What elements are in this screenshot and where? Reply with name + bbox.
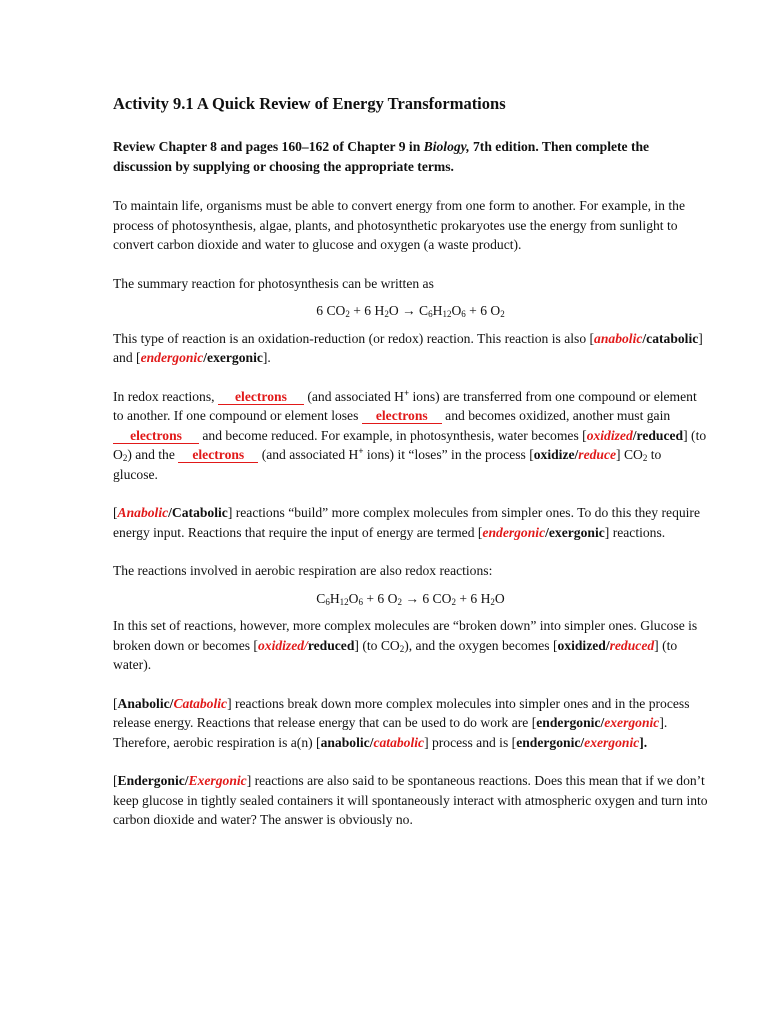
choice-oxidized: oxidized: [257, 637, 305, 653]
activity-title: Activity 9.1 A Quick Review of Energy Transformations: [113, 94, 506, 113]
choice-catabolic: Catabolic: [171, 505, 228, 520]
choice-catabolic: catabolic: [646, 330, 699, 346]
choice-oxidized: oxidized: [586, 427, 633, 443]
choice-reduced: reduced: [636, 427, 684, 443]
choice-anabolic: anabolic: [594, 330, 643, 346]
answer-blank-1: electrons: [218, 390, 304, 405]
choice-oxidize: oxidize: [533, 447, 575, 462]
choice-catabolic: Catabolic: [173, 695, 228, 711]
choice-reduced: reduced: [609, 637, 655, 653]
paragraph-intro: To maintain life, organisms must be able to convert energy from one form to another. For example, in the process of photosynthesis, algae, plants, and photosynthetic prokaryotes use the energy from sunlight to convert carbon dioxide and water to glucose and oxygen (a waste product).: [113, 198, 685, 252]
answer-blank-2: electrons: [362, 409, 442, 424]
choice-catabolic: catabolic: [373, 734, 425, 750]
choice-endergonic: Endergonic: [117, 773, 185, 788]
choice-anabolic: Anabolic: [117, 505, 169, 520]
paragraph-catabolic: [Anabolic/Catabolic] reactions break down more complex molecules into simpler ones and in the process release energy. Reactions that release energy that can be used to do work are [endergonic/exergonic]. Therefore, aerobic respiration is a(n) [anabolic/catabolic] process and is [endergonic/exergonic].: [113, 695, 690, 750]
paragraph-spontaneous: [Endergonic/Exergonic] reactions are also said to be spontaneous reactions. Does this mean that if we don’t keep glucose in tightly sealed containers it will spontaneously interact with atmospheric oxygen and turn into carbon dioxide and water? The answer is obviously no.: [113, 773, 708, 827]
answer-blank-3: electrons: [113, 429, 199, 444]
choice-endergonic: endergonic: [536, 715, 601, 730]
choice-reduced: reduced: [307, 637, 355, 653]
paragraph-summary-lead: The summary reaction for photosynthesis can be written as: [113, 275, 434, 291]
choice-exergonic: exergonic: [604, 715, 660, 730]
paragraph-broken-down: In this set of reactions, however, more complex molecules are “broken down” into simpler ones. Glucose is broken down or becomes [oxidized/reduced] (to $CO_2$), and the oxygen becomes [oxidized/reduced] (to water).: [113, 618, 698, 672]
photosynthesis-equation: 6 $CO_2 + 6$ $H_2O \to C_6H_{12}O_6 + 6$ $O_2$: [316, 303, 505, 319]
paragraph-anabolic: [Anabolic/Catabolic] reactions “build” more complex molecules from simpler ones. To do this they require energy input. Reactions that require the input of energy are termed [endergonic/exergonic] reactions.: [113, 505, 700, 540]
choice-anabolic: Anabolic: [117, 695, 170, 711]
choice-reduce: reduce: [578, 447, 617, 462]
paragraph-respiration-lead: The reactions involved in aerobic respiration are also redox reactions:: [113, 563, 493, 578]
choice-anabolic: anabolic: [320, 734, 370, 750]
answer-blank-4: electrons: [178, 448, 258, 463]
choice-exergonic: exergonic: [548, 524, 605, 540]
instructions: Review Chapter 8 and pages 160–162 of Chapter 9 in Biology, 7th edition. Then complete the discussion by supplying or choosing the appropriate terms.: [113, 139, 650, 174]
paragraph-redox-electrons: In redox reactions, electrons (and associated H+ ions) are transferred from one compound or element to another. If one compound or element loses electrons and becomes oxidized, another must gain electrons and become reduced. For example, in photosynthesis, water becomes [oxidized/reduced] (to $O_2$) and the electrons (and associated H+ ions) it “loses” in the process [oxidize/reduce] $CO_2$ to glucose.: [113, 387, 707, 482]
choice-exergonic: exergonic: [584, 734, 640, 750]
choice-endergonic: endergonic: [482, 524, 546, 540]
choice-oxidized: oxidized: [557, 637, 606, 653]
respiration-equation: $C_6H_{12}O_6 + 6$ $O_2 \to 6$ $CO_2 + 6$ $H_2O$: [316, 590, 505, 607]
paragraph-redox-type: This type of reaction is an oxidation-reduction (or redox) reaction. This reaction is also [anabolic/catabolic] and [endergonic/exergonic].: [113, 330, 703, 365]
choice-endergonic: endergonic: [140, 350, 204, 365]
choice-endergonic: endergonic: [516, 734, 581, 750]
choice-exergonic: Exergonic: [188, 773, 247, 788]
choice-exergonic: exergonic: [207, 350, 263, 365]
book-title: Biology,: [423, 139, 470, 154]
